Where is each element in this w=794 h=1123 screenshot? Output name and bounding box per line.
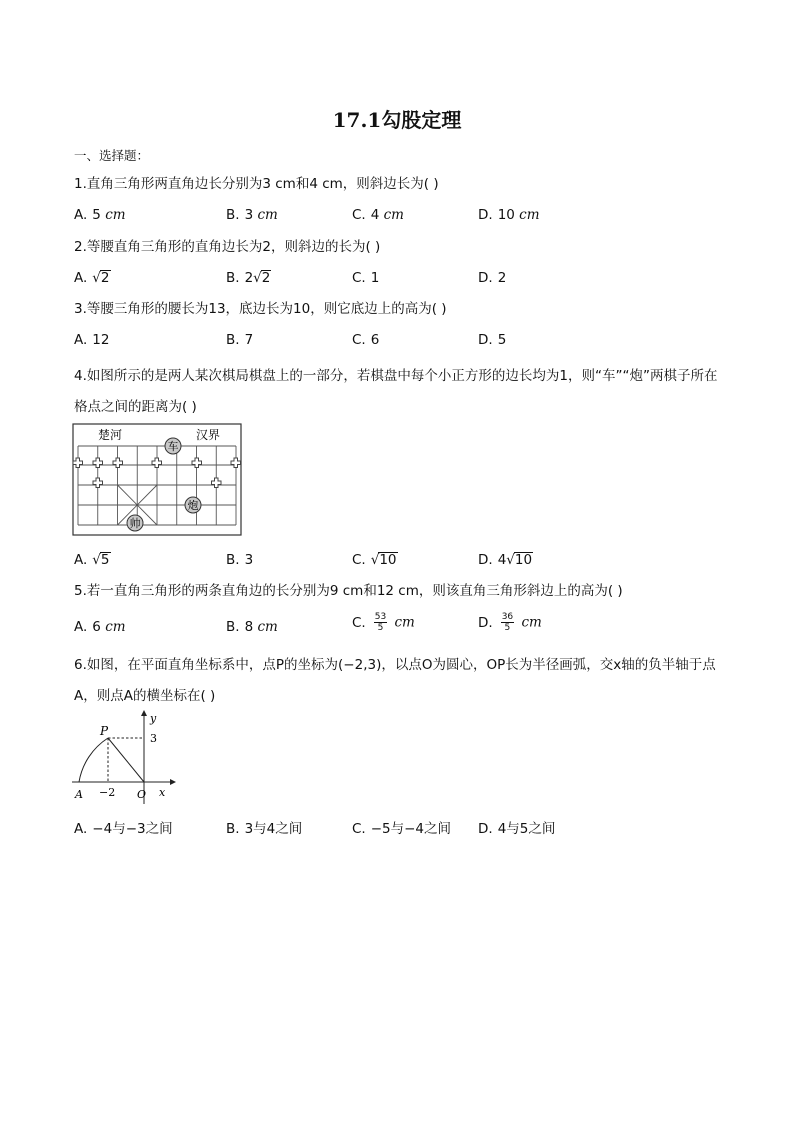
q3-option-b[interactable]: B. 7 [226, 332, 254, 348]
q3-option-c[interactable]: C. 6 [352, 332, 380, 348]
point-p-label: P [100, 724, 109, 738]
arc-op [79, 738, 108, 782]
q6-option-b[interactable]: B. 3与4之间 [226, 821, 303, 837]
board-point-mark [73, 458, 83, 468]
q2-option-c[interactable]: C. 1 [352, 270, 380, 286]
q5-option-d[interactable]: D. $\frac{36}{5}$ cm [478, 612, 542, 633]
y-arrow-icon [141, 710, 147, 716]
piece-che [165, 438, 181, 454]
board-point-mark [152, 458, 162, 468]
board-point-mark [93, 478, 103, 488]
q1-option-a[interactable]: A. 5 cm [74, 207, 126, 223]
x-arrow-icon [170, 779, 176, 785]
piece-pao [185, 497, 201, 513]
question-4-stem: 4.如图所示的是两人某次棋局棋盘上的一部分，若棋盘中每个小正方形的边长均为1，则“车”“炮”两棋子所在格点之间的距离为( ) [74, 368, 718, 415]
q3-option-a[interactable]: A. 12 [74, 332, 110, 348]
q3-option-d[interactable]: D. 5 [478, 332, 507, 348]
q5-option-b[interactable]: B. 8 cm [226, 619, 278, 635]
board-label-right: 汉界 [196, 428, 221, 442]
q4-option-c[interactable]: C. √10 [352, 552, 397, 568]
svg-text:炮: 炮 [187, 499, 199, 512]
board-label-left: 楚河 [98, 428, 123, 442]
fraction: $\frac{53}{5}$ [374, 612, 387, 633]
board-point-mark [231, 458, 241, 468]
q1-option-b[interactable]: B. 3 cm [226, 207, 278, 223]
q1-option-c[interactable]: C. 4 cm [352, 207, 404, 223]
origin-label: O [137, 788, 147, 801]
section-heading: 一、选择题： [74, 148, 150, 163]
point-a-label: A [75, 788, 83, 801]
svg-text:车: 车 [167, 440, 179, 453]
q6-option-a[interactable]: A. −4与−3之间 [74, 821, 173, 837]
page-title: 17.1勾股定理 [332, 108, 462, 132]
q2-option-b[interactable]: B. 2√2 [226, 270, 271, 286]
svg-text:帅: 帅 [129, 517, 141, 530]
y-tick-label: 3 [150, 732, 157, 745]
x-axis-label: x [159, 786, 166, 799]
q1-option-d[interactable]: D. 10 cm [478, 207, 540, 223]
coordinate-figure [70, 710, 180, 806]
y-axis-label: y [150, 712, 157, 725]
q2-option-d[interactable]: D. 2 [478, 270, 507, 286]
q4-option-b[interactable]: B. 3 [226, 552, 254, 568]
board-point-mark [113, 458, 123, 468]
q4-option-a[interactable]: A. √5 [74, 552, 110, 568]
fraction: $\frac{36}{5}$ [501, 612, 514, 633]
chess-board-figure [72, 423, 242, 536]
question-5-stem: 5.若一直角三角形的两条直角边的长分别为9 cm和12 cm，则该直角三角形斜边上的高为( ) [74, 583, 623, 599]
question-3-stem: 3.等腰三角形的腰长为13，底边长为10，则它底边上的高为( ) [74, 301, 447, 317]
board-point-mark [192, 458, 202, 468]
piece-shuai [127, 515, 143, 531]
question-1-stem: 1.直角三角形两直角边长分别为3 cm和4 cm，则斜边长为( ) [74, 176, 439, 192]
q6-option-d[interactable]: D. 4与5之间 [478, 821, 556, 837]
q6-option-c[interactable]: C. −5与−4之间 [352, 821, 452, 837]
q5-option-a[interactable]: A. 6 cm [74, 619, 126, 635]
question-6-stem: 6.如图，在平面直角坐标系中，点P的坐标为(−2,3)，以点O为圆心，OP长为半径画弧，交x轴的负半轴于点A，则点A的横坐标在( ) [74, 657, 716, 704]
q2-option-a[interactable]: A. √2 [74, 270, 110, 286]
q5-option-c[interactable]: C. $\frac{53}{5}$ cm [352, 612, 415, 633]
board-point-mark [212, 478, 222, 488]
segment-op [108, 738, 144, 782]
board-point-mark [93, 458, 103, 468]
q4-option-d[interactable]: D. 4√10 [478, 552, 533, 568]
question-2-stem: 2.等腰直角三角形的直角边长为2，则斜边的长为( ) [74, 239, 381, 255]
x-tick-label: −2 [99, 786, 116, 799]
